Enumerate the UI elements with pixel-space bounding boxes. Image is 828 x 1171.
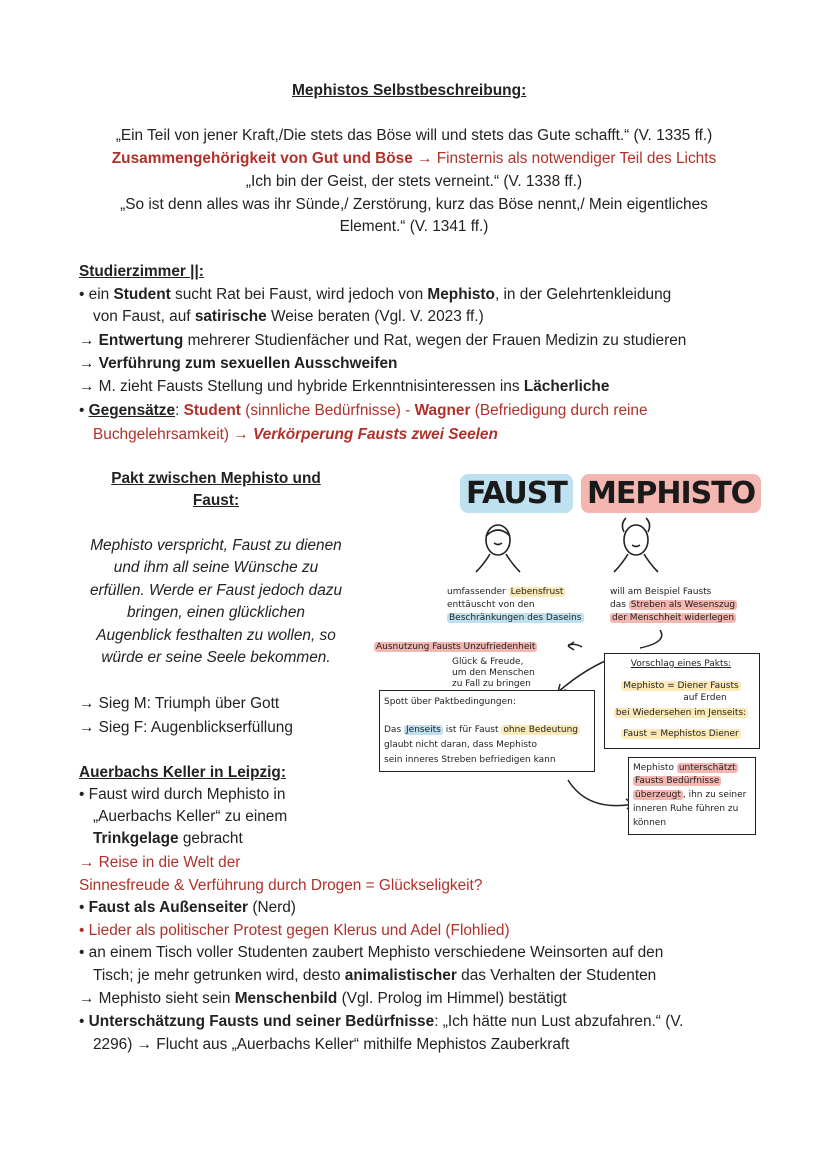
arrow-spott-to-unterschaetzt — [568, 780, 633, 806]
faust-desc-3 — [447, 612, 584, 624]
text-bold: Entwertung — [98, 332, 184, 349]
text: Vorschlag eines Pakts: — [630, 659, 732, 669]
pakt-sieg-m: → Sieg M: Triumph über Gott — [79, 695, 280, 712]
unterschaetzt-line-5: können — [633, 818, 667, 828]
text: → Mephisto sieht sein — [79, 990, 235, 1007]
faust-desc-1 — [447, 586, 565, 598]
studierzimmer-line-6 — [79, 399, 648, 422]
text: umfassender — [447, 587, 509, 597]
text: das Verhalten der Studenten — [456, 967, 657, 984]
faust-title: FAUST — [460, 474, 573, 513]
auerbach-line-9 — [93, 964, 656, 987]
text: , ihn zu seiner — [682, 790, 747, 800]
faust-desc-2: enttäuscht von den — [447, 600, 535, 610]
glueck-1: Glück & Freude, — [452, 657, 524, 667]
text-bold: Verkörperung Fausts zwei Seelen — [252, 426, 498, 443]
unterschaetzt-line-2 — [633, 775, 721, 787]
quote-2-rest: → Finsternis als notwendiger Teil des Lichts — [412, 150, 717, 167]
pakt-sieg-f: → Sieg F: Augenblickserfüllung — [79, 719, 293, 736]
text: : — [175, 402, 184, 419]
auerbach-line-10 — [79, 987, 567, 1010]
quote-2 — [60, 147, 768, 170]
studierzimmer-line-4 — [79, 352, 397, 375]
text: sucht Rat bei Faust, wird jedoch von — [170, 286, 428, 303]
text: , in der Gelehrtenkleidung — [494, 286, 672, 303]
pakt-text-5: Augenblick festhalten zu wollen, so — [96, 627, 336, 644]
text-bold: animalistischer — [344, 967, 457, 984]
text: • — [79, 1013, 89, 1030]
quote-3: „Ich bin der Geist, der stets verneint.“ (V. 1338 ff.) — [245, 173, 583, 190]
auerbach-line-8: • an einem Tisch voller Studenten zaubert Mephisto verschiedene Weinsorten auf den — [79, 944, 664, 961]
highlight: Beschränkungen des Daseins — [449, 613, 582, 623]
text: ist für Faust — [442, 725, 502, 735]
highlight: Streben als Wesenszug — [630, 600, 736, 610]
quote-2-bold: Zusammengehörigkeit von Gut und Böse — [111, 150, 413, 167]
highlight: Ausnutzung Fausts Unzufriedenheit — [376, 642, 536, 652]
mephisto-desc-2 — [610, 599, 737, 611]
vorschlag-line-1 — [606, 680, 756, 692]
auerbach-line-11 — [79, 1010, 683, 1033]
text: Buchgelehrsamkeit) → — [93, 426, 253, 443]
spott-title: Spott über Paktbedingungen: — [384, 697, 516, 707]
pakt-text-1: Mephisto verspricht, Faust zu dienen — [90, 537, 342, 554]
section-title-auerbach: Auerbachs Keller in Leipzig: — [79, 764, 286, 781]
text-bold: Lächerliche — [523, 378, 610, 395]
text: (Nerd) — [248, 899, 296, 916]
quote-5: Element.“ (V. 1341 ff.) — [339, 218, 489, 235]
highlight: Fausts Bedürfnisse — [635, 776, 720, 786]
text-bold: Gegensätze — [88, 402, 176, 419]
section-title-pakt-2: Faust: — [192, 492, 240, 509]
mephisto-face-icon — [614, 518, 658, 572]
pakt-text-3: erfüllen. Werde er Faust jedoch dazu — [89, 582, 343, 599]
quote-4: „So ist denn alles was ihr Sünde,/ Zerstörung, kurz das Böse nennt,/ Mein eigentliches — [120, 196, 708, 213]
highlight: Mephisto = Diener Fausts — [623, 681, 739, 691]
highlight: überzeugt — [635, 790, 681, 800]
highlight: bei Wiedersehen im Jenseits: — [615, 708, 747, 718]
text: (Befriedigung durch reine — [470, 402, 648, 419]
vorschlag-title — [606, 658, 756, 670]
text: Das — [384, 725, 404, 735]
pakt-text-6: würde er seine Seele bekommen. — [101, 649, 331, 666]
auerbach-line-3 — [93, 827, 243, 850]
text-bold: Unterschätzung Fausts und seiner Bedürfnisse — [88, 1013, 435, 1030]
pakt-text-2: und ihm all seine Wünsche zu — [113, 559, 319, 576]
text: mehrerer Studienfächer und Rat, wegen der Frauen Medizin zu studieren — [183, 332, 687, 349]
text: von Faust, auf — [93, 308, 195, 325]
highlight: Jenseits — [406, 725, 441, 735]
text: → — [79, 332, 99, 349]
mephisto-desc-1: will am Beispiel Fausts — [610, 587, 712, 597]
studierzimmer-line-2 — [93, 305, 484, 328]
faust-face-icon — [476, 525, 520, 572]
text-bold: Mephisto — [427, 286, 495, 303]
text: Tisch; je mehr getrunken wird, desto — [93, 967, 345, 984]
vorschlag-line-4 — [606, 728, 756, 740]
auerbach-line-5: Sinnesfreude & Verführung durch Drogen = Glückseligkeit? — [79, 877, 483, 894]
ausnutzung-label — [374, 641, 537, 653]
auerbach-line-1: • Faust wird durch Mephisto in — [79, 786, 286, 803]
text-bold: Student — [183, 402, 241, 419]
highlight: der Menschheit widerlegen — [612, 613, 735, 623]
vorschlag-line-3 — [606, 707, 756, 719]
vorschlag-line-2: auf Erden — [683, 693, 727, 703]
section-title-studierzimmer: Studierzimmer ||: — [79, 263, 204, 280]
arrow-mephisto-to-vorschlag — [640, 630, 662, 648]
pakt-text-4: bringen, einen glücklichen — [127, 604, 305, 621]
text-bold: Student — [113, 286, 171, 303]
text: : „Ich hätte nun Lust abzufahren.“ (V. — [434, 1013, 684, 1030]
text-bold: Faust als Außenseiter — [88, 899, 249, 916]
spott-line-3: sein inneres Streben befriedigen kann — [384, 755, 556, 765]
text-bold: Trinkgelage — [93, 830, 179, 847]
section-title-pakt: Pakt zwischen Mephisto und — [111, 470, 321, 487]
text: gebracht — [178, 830, 243, 847]
unterschaetzt-line-1 — [633, 762, 738, 774]
spott-line-2: glaubt nicht daran, dass Mephisto — [384, 740, 538, 750]
page-title: Mephistos Selbstbeschreibung: — [292, 82, 527, 99]
auerbach-line-6 — [79, 896, 296, 919]
text: (sinnliche Bedürfnisse) - — [240, 402, 415, 419]
text: (Vgl. Prolog im Himmel) bestätigt — [337, 990, 567, 1007]
highlight: Faust = Mephistos Diener — [623, 729, 739, 739]
text: • — [79, 899, 89, 916]
text: Weise beraten (Vgl. V. 2023 ff.) — [266, 308, 484, 325]
text-bold: satirische — [194, 308, 267, 325]
text-bold: Verführung zum sexuellen Ausschweifen — [98, 355, 398, 372]
auerbach-line-7: • Lieder als politischer Protest gegen Klerus und Adel (Flohlied) — [79, 922, 510, 939]
quote-1: „Ein Teil von jener Kraft,/Die stets das Böse will und stets das Gute schafft.“ (V. 1335 ff.) — [115, 127, 713, 144]
text-bold: Wagner — [414, 402, 471, 419]
text-bold: Menschenbild — [234, 990, 338, 1007]
mephisto-desc-3 — [610, 612, 736, 624]
auerbach-line-12: 2296) → Flucht aus „Auerbachs Keller“ mithilfe Mephistos Zauberkraft — [93, 1036, 570, 1053]
text: • ein — [79, 286, 114, 303]
text: • — [79, 402, 89, 419]
studierzimmer-line-5 — [79, 375, 609, 398]
highlight: unterschätzt — [678, 763, 736, 773]
highlight: Lebensfrust — [510, 587, 564, 597]
studierzimmer-line-7 — [93, 423, 498, 446]
text: das — [610, 600, 629, 610]
glueck-3: zu Fall zu bringen — [452, 679, 531, 689]
studierzimmer-line-1 — [79, 283, 671, 306]
unterschaetzt-line-3 — [633, 789, 746, 801]
text: Mephisto — [633, 763, 677, 773]
auerbach-line-4: → Reise in die Welt der — [79, 854, 241, 871]
highlight: ohne Bedeutung — [503, 725, 579, 735]
text: → M. zieht Fausts Stellung und hybride Erkenntnisinteressen ins — [79, 378, 524, 395]
unterschaetzt-line-4: inneren Ruhe führen zu — [633, 804, 739, 814]
mephisto-title: MEPHISTO — [581, 474, 761, 513]
glueck-2: um den Menschen — [452, 668, 535, 678]
auerbach-line-2: „Auerbachs Keller“ zu einem — [93, 808, 288, 825]
studierzimmer-line-3 — [79, 329, 686, 352]
text: → — [79, 355, 99, 372]
spott-line-1 — [384, 724, 580, 736]
